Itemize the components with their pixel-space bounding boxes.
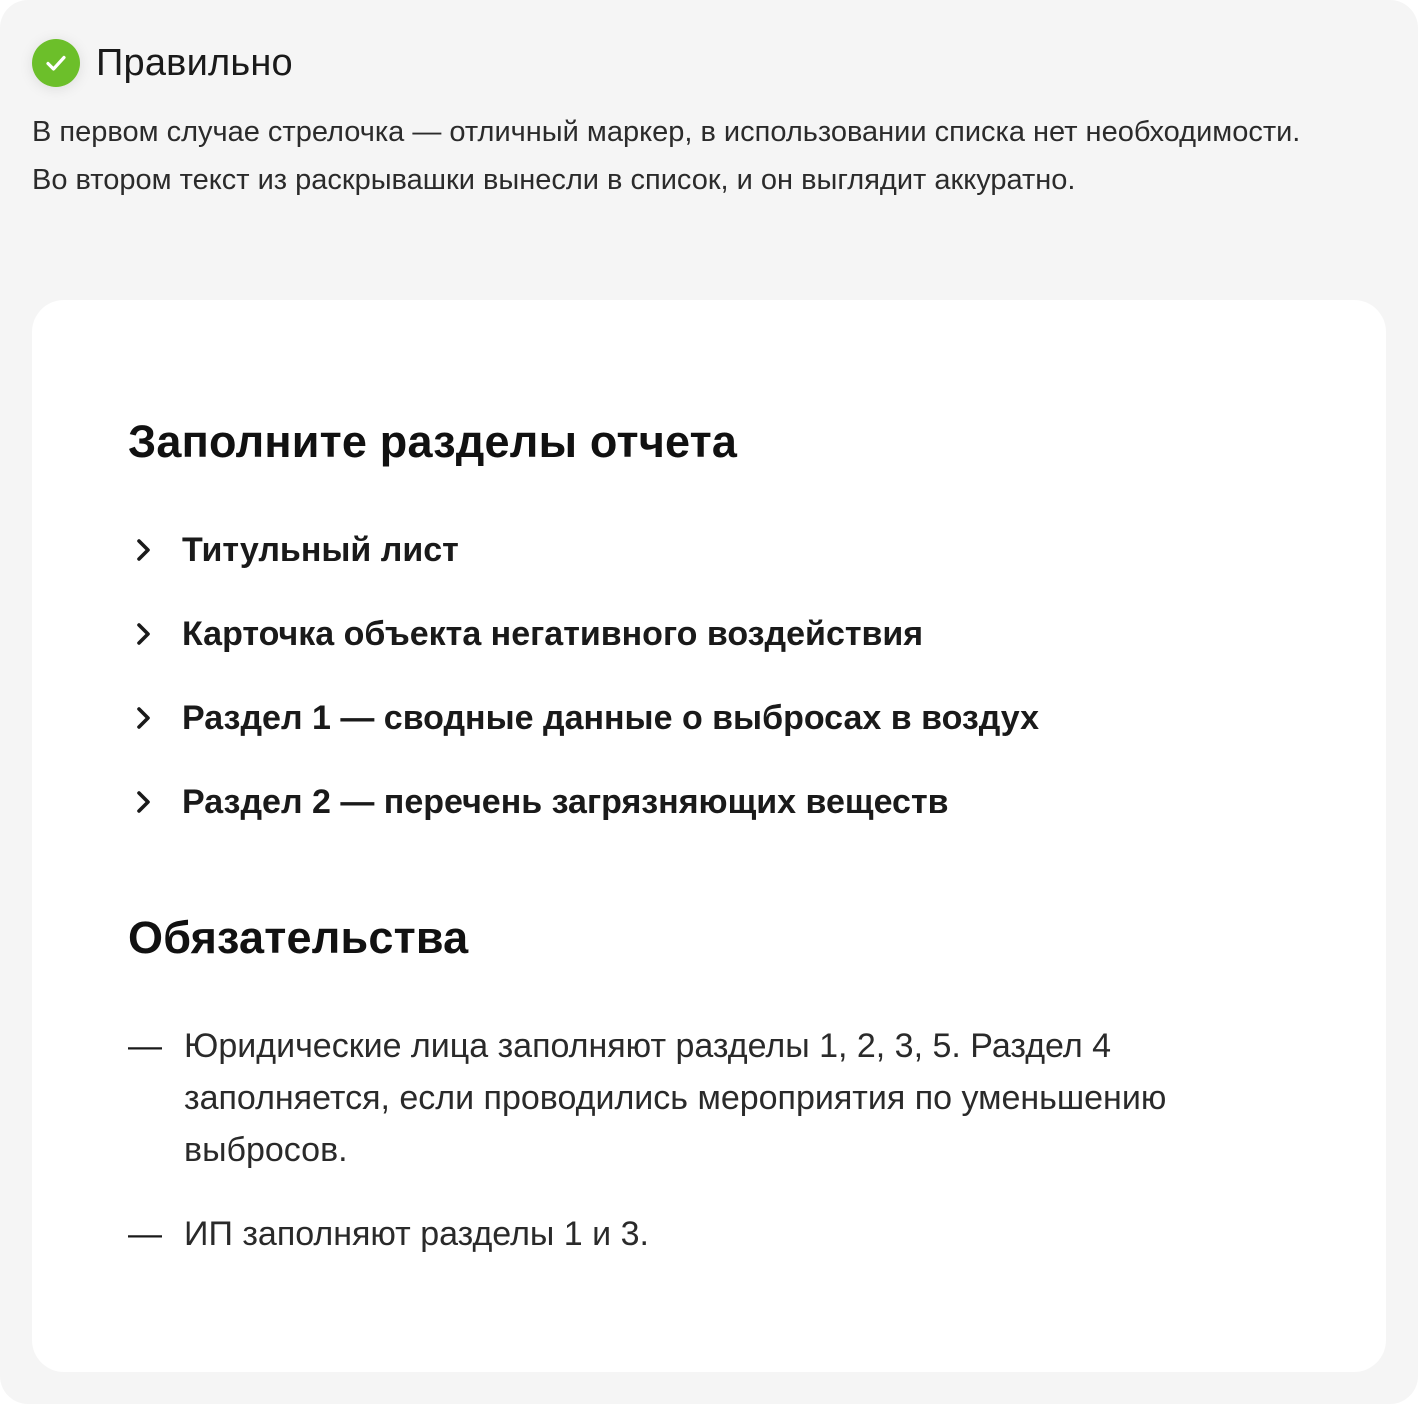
list-item-section-2[interactable]: [128, 774, 1039, 830]
list-item-text: Юридические лица заполняют разделы 1, 2, 3, 5. Раздел 4 заполняется, если проводились мероприятия по уменьшению выбросов.: [184, 1027, 1167, 1169]
verdict-description: В первом случае стрелочка — отличный маркер, в использовании списка нет необходимости. Во втором текст из раскрывашки вынесли в список, и он выглядит аккуратно.: [32, 116, 1301, 196]
dash-marker: —: [128, 1215, 162, 1253]
chevron-right-icon: [128, 532, 164, 568]
example-card: [32, 300, 1386, 1372]
list-item-title-page[interactable]: [128, 522, 1039, 578]
obligations-list: [128, 1020, 1248, 1260]
list-item: [128, 1208, 1248, 1260]
list-item-label: Раздел 2 — перечень загрязняющих веществ: [182, 783, 949, 821]
report-sections-list: [128, 522, 1039, 830]
verdict-title: Правильно: [96, 42, 293, 84]
list-item-object-card[interactable]: [128, 606, 1039, 662]
dash-marker: —: [128, 1027, 162, 1065]
list-item-label: Раздел 1 — сводные данные о выбросах в воздух: [182, 699, 1040, 737]
section-title-obligations: Обязательства: [128, 912, 469, 963]
list-item-label: Титульный лист: [182, 531, 459, 569]
list-item: [128, 1020, 1248, 1176]
chevron-right-icon: [128, 700, 164, 736]
list-item-section-1[interactable]: [128, 690, 1039, 746]
section-title-report: Заполните разделы отчета: [128, 416, 738, 467]
list-item-label: Карточка объекта негативного воздействия: [182, 615, 924, 653]
chevron-right-icon: [128, 616, 164, 652]
checkmark-circle-icon: [32, 39, 80, 87]
chevron-right-icon: [128, 784, 164, 820]
verdict-header: [32, 38, 293, 88]
list-item-text: ИП заполняют разделы 1 и 3.: [184, 1215, 649, 1253]
